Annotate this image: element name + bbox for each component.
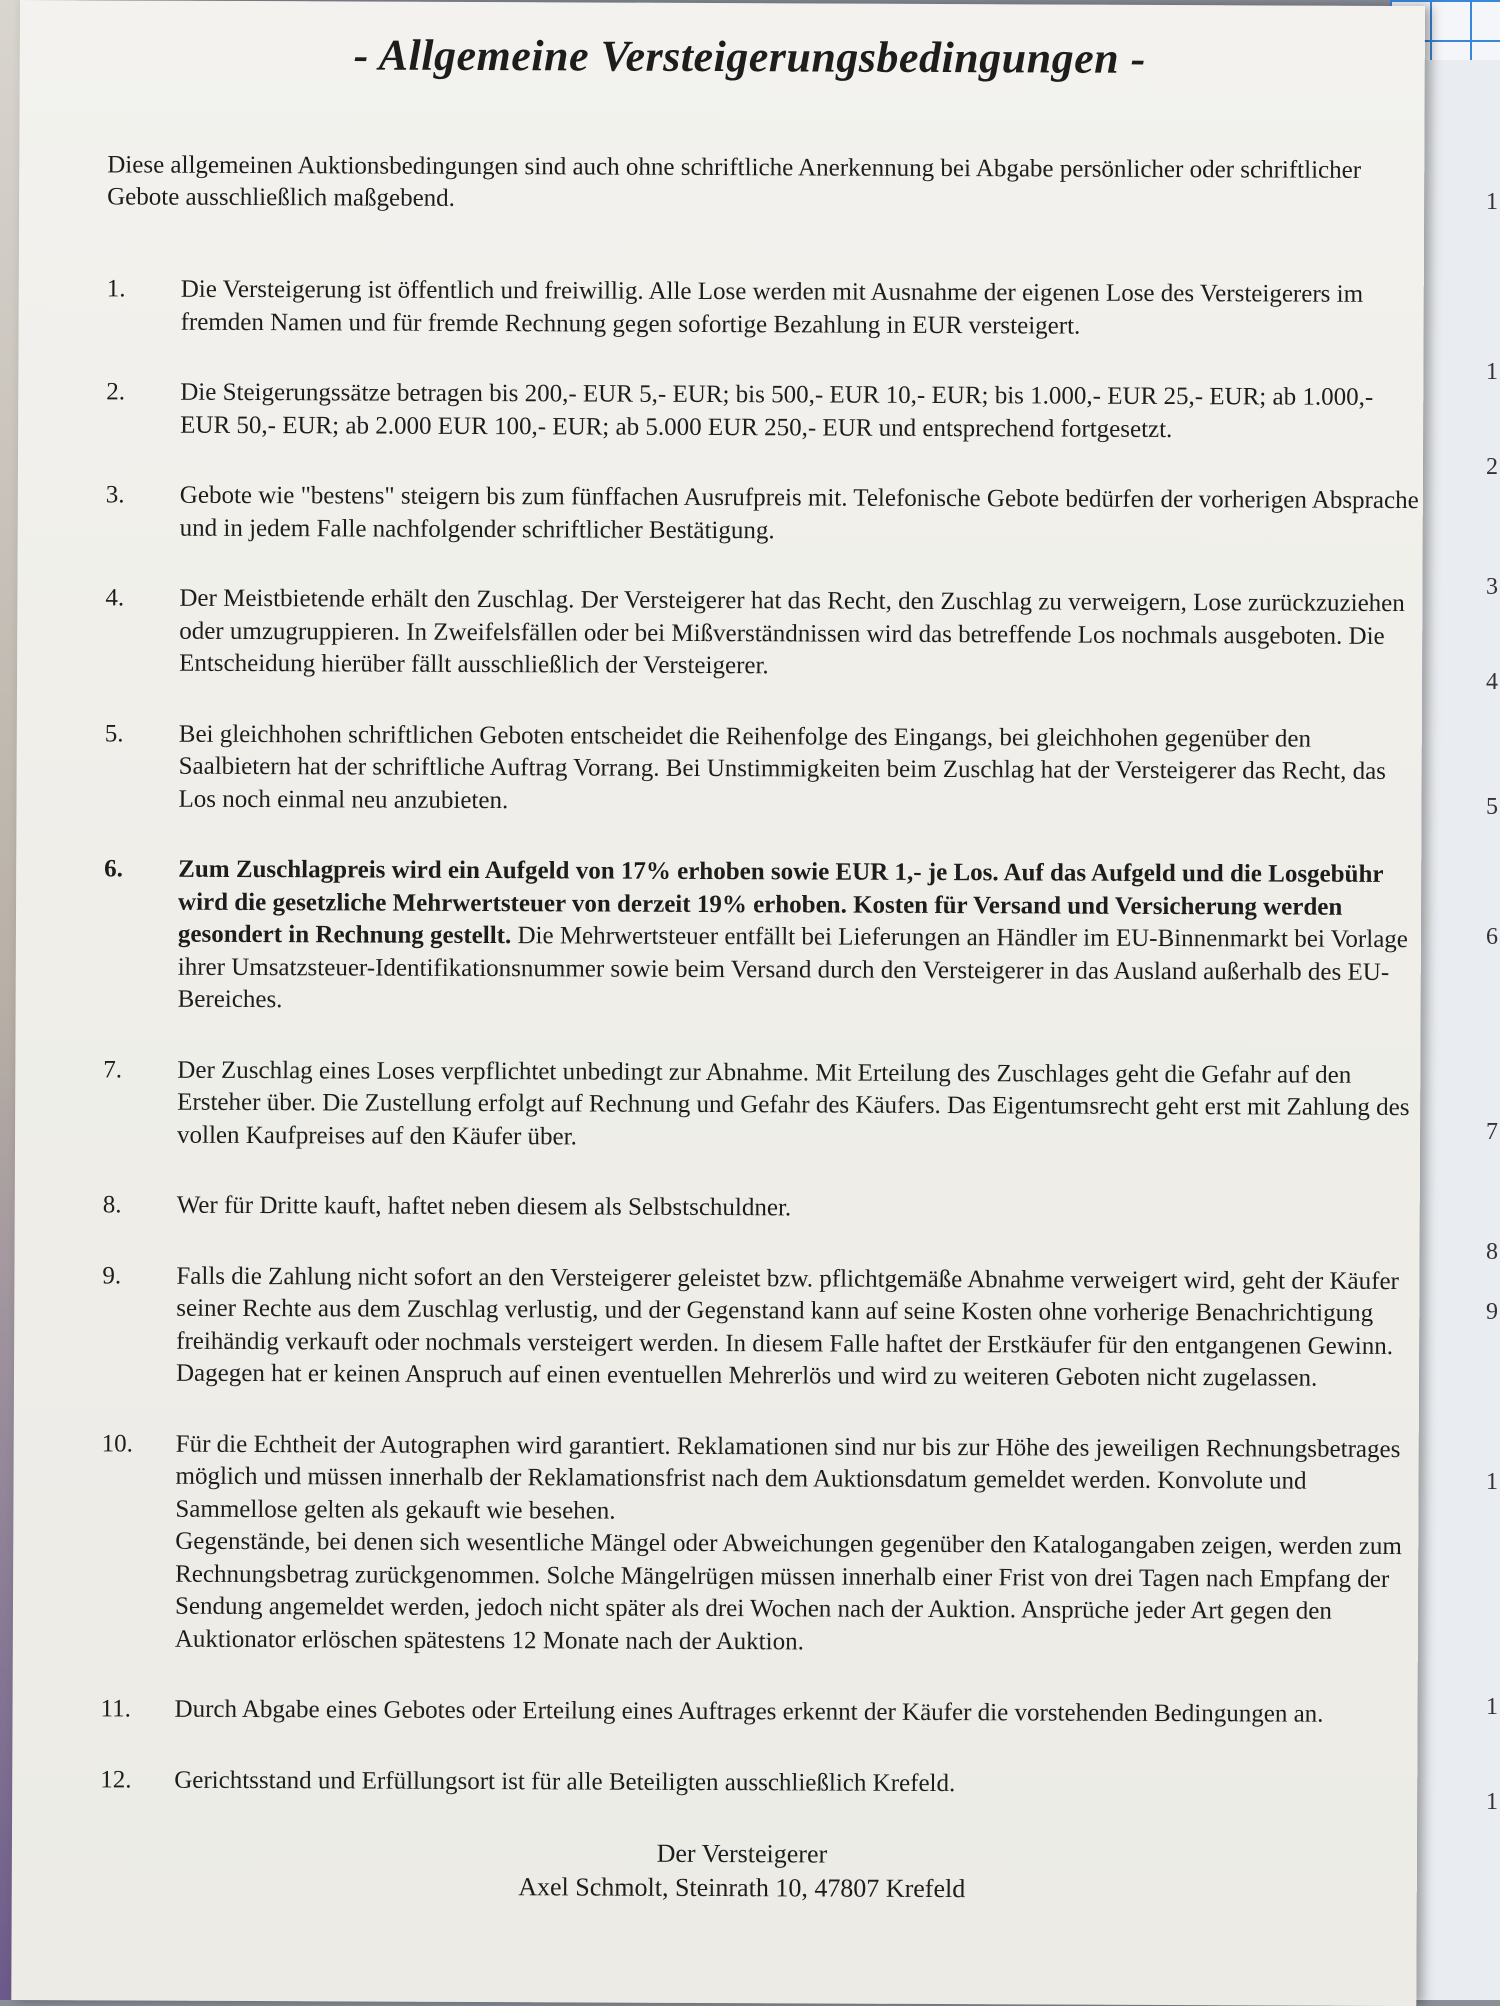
clause-text-bold: Zum Zuschlagpreis wird ein Aufgeld von 17% erhoben sowie EUR 1,- je Los. Auf das Aufgeld und die Losgebühr wird die gesetzliche Mehrwertsteuer von derzeit 19% erhoben. Kosten für Versand und Versicherung werden gesondert in Rechnung gestellt. (177, 855, 1384, 950)
clause-number: 3. (105, 481, 125, 509)
page-title: - Allgemeine Versteigerungsbedingungen - (353, 30, 1146, 83)
clause-12 (100, 1764, 1414, 1802)
signature-role: Der Versteigerer (656, 1838, 828, 1869)
clause-11 (100, 1693, 1414, 1731)
intro-paragraph: Diese allgemeinen Auktionsbedingungen sind auch ohne schriftliche Anerkennung bei Abgabe persönlicher oder schriftlicher Gebote ausschließlich maßgebend. (107, 151, 1362, 212)
signature-block (82, 1834, 1402, 1908)
clause-text: Für die Echtheit der Autographen wird garantiert. Reklamationen sind nur bis zur Höhe des jeweiligen Rechnungsbetrages möglich und müssen innerhalb der Reklamationsfrist nach dem Auktionsdatum gemeldet werden. Konvolute und Sammellose gelten als gekauft wie besehen. (175, 1430, 1401, 1525)
side-digit: 8 (1486, 1239, 1498, 1265)
clause-text: Bei gleichhohen schriftlichen Geboten entscheidet die Reihenfolge des Eingangs, bei gleichhohen gegenüber den Saalbietern hat der schriftliche Auftrag Vorrang. Bei Unstimmigkeiten beim Zuschlag hat der Versteigerer das Recht, das Los noch einmal neu anzubieten. (178, 720, 1387, 814)
clause-text: Durch Abgabe eines Gebotes oder Erteilung eines Auftrages erkennt der Käufer die vorstehenden Bedingungen an. (174, 1695, 1324, 1728)
clause-7 (103, 1054, 1417, 1157)
terms-list (82, 273, 1419, 1802)
signature-address: Axel Schmolt, Steinrath 10, 47807 Krefeld (518, 1872, 966, 1904)
clause-text: Falls die Zahlung nicht sofort an den Versteigerer geleistet bzw. pflichtgemäße Abnahme verweigert wird, geht der Käufer seiner Rechte aus dem Zuschlag verlustig, und der Gegenstand kann auf seine Kosten ohne vorherige Benachrichtigung freihändig verkauft oder nochmals versteigert werden. In diesem Falle haftet der Erstkäufer für den entgangenen Gewinn. Dagegen hat er keinen Anspruch auf einen eventuellen Mehrerlös und wird zu weiteren Geboten nicht zugelassen. (175, 1262, 1399, 1392)
clause-number: 11. (100, 1695, 131, 1723)
side-digit: 9 (1486, 1299, 1498, 1325)
document-page (11, 0, 1425, 2006)
clause-text: Der Zuschlag eines Loses verpflichtet unbedingt zur Abnahme. Mit Erteilung des Zuschlages geht die Gefahr auf den Ersteher über. Die Zustellung erfolgt auf Rechnung und Gefahr des Käufers. Das Eigentumsrecht geht erst mit Zahlung des vollen Kaufpreises auf den Käufer über. (176, 1056, 1410, 1150)
side-digit: 1 (1486, 1469, 1498, 1495)
clause-2 (106, 376, 1420, 447)
side-digit: 3 (1486, 574, 1498, 600)
side-digit: 6 (1486, 924, 1498, 950)
clause-1 (107, 273, 1421, 344)
side-digit: 5 (1486, 794, 1498, 820)
clause-text: Gerichtsstand und Erfüllungsort ist für alle Beteiligten ausschließlich Krefeld. (174, 1766, 956, 1797)
clause-10 (101, 1428, 1416, 1661)
clause-5 (104, 718, 1418, 821)
side-digit: 7 (1486, 1119, 1498, 1145)
clause-number: 10. (101, 1429, 134, 1458)
page-content (82, 28, 1419, 1908)
side-digit: 1 (1486, 1789, 1498, 1815)
clause-text: Der Meistbietende erhält den Zuschlag. Der Versteigerer hat das Recht, den Zuschlag zu verweigern, Lose zurückzuziehen oder umzugruppieren. In Zweifelsfällen oder bei Mißverständnissen wird das betreffende Los nochmals ausgeboten. Die Entscheidung hierüber fällt ausschließlich der Versteigerer. (179, 584, 1405, 680)
clause-text: Die Steigerungssätze betragen bis 200,- EUR 5,- EUR; bis 500,- EUR 10,- EUR; bis 1.000,- EUR 25,- EUR; ab 1.000,- EUR 50,- EUR; ab 2.000 EUR 100,- EUR; ab 5.000 EUR 250,- EUR und entsprechend fortgesetzt. (180, 378, 1374, 443)
side-digit: 1 (1486, 189, 1498, 215)
clause-number: 2. (106, 378, 126, 406)
clause-text: Die Mehrwertsteuer entfällt bei Lieferungen an Händler im EU-Binnenmarkt bei Vorlage ihrer Umsatzsteuer-Identifikationsnummer sowie beim Versand durch den Versteigerer in das Ausland außerhalb des EU-Bereiches. (177, 922, 1408, 1014)
clause-text: Gebote wie "bestens" steigern bis zum fünffachen Ausrufpreis mit. Telefonische Gebote bedürfen der vorherigen Absprache und in jedem Falle nachfolgender schriftlicher Bestätigung. (179, 481, 1419, 544)
side-digit: 1 (1486, 359, 1498, 385)
clause-number: 7. (103, 1055, 123, 1083)
clause-text: Wer für Dritte kauft, haftet neben diesem als Selbstschuldner. (176, 1191, 792, 1222)
clause-text: Die Versteigerung ist öffentlich und freiwillig. Alle Lose werden mit Ausnahme der eigenen Lose des Versteigerers im fremden Namen und für fremde Rechnung gegen sofortige Bezahlung in EUR versteigert. (180, 275, 1364, 340)
clause-6 (104, 853, 1419, 1021)
side-digit: 2 (1486, 454, 1498, 480)
side-digit: 4 (1486, 669, 1498, 695)
clause-3 (106, 479, 1420, 550)
clause-8 (103, 1189, 1417, 1227)
clause-number: 12. (100, 1765, 132, 1794)
clause-4 (105, 582, 1419, 685)
clause-9 (102, 1260, 1417, 1396)
side-digit: 1 (1486, 1694, 1498, 1720)
clause-number: 9. (102, 1261, 122, 1289)
clause-number: 8. (102, 1191, 122, 1219)
clause-number: 5. (104, 719, 124, 747)
clause-number: 6. (104, 855, 124, 883)
clause-number: 4. (105, 584, 125, 612)
clause-text-second-paragraph: Gegenstände, bei denen sich wesentliche Mängel oder Abweichungen gegenüber den Katalogangaben zeigen, werden zum Rechnungsbetrag zurückgenommen. Solche Mängelrügen müssen innerhalb einer Frist von drei Tagen nach Empfang der Sendung angemeldet werden, jedoch nicht später als drei Wochen nach der Auktion. Ansprüche jeder Art gegen den Auktionator erlöschen spätestens 12 Monate nach der Auktion. (174, 1527, 1402, 1655)
clause-number: 1. (106, 275, 126, 303)
